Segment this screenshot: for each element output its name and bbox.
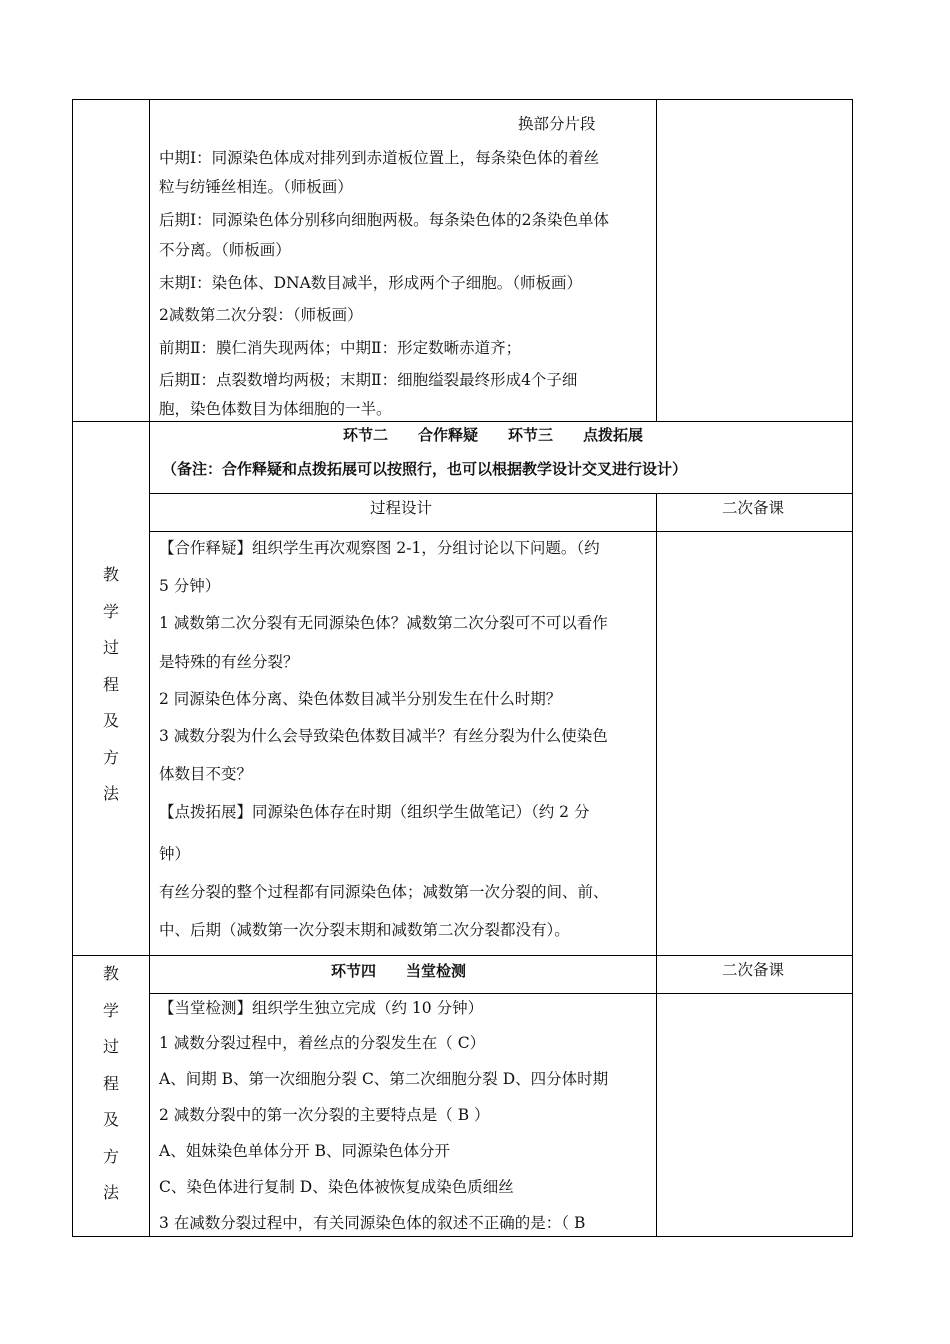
col-divider-right-2: [656, 493, 657, 955]
text-line: 5 分钟）: [159, 577, 221, 595]
text-line: 【合作释疑】组织学生再次观察图 2-1，分组讨论以下问题。（约: [159, 539, 600, 557]
table-border-top: [72, 99, 853, 100]
text-line: C、染色体进行复制 D、染色体被恢复成染色质细丝: [159, 1178, 514, 1196]
text-line: 3 减数分裂为什么会导致染色体数目减半？有丝分裂为什么使染色: [159, 727, 608, 745]
text-line: 中、后期（减数第一次分裂末期和减数第二次分裂都没有）。: [159, 921, 570, 939]
text-line: 【当堂检测】组织学生独立完成（约 10 分钟）: [159, 999, 484, 1017]
side-char: 教: [102, 565, 119, 584]
text-line: 后期Ⅰ：同源染色体分别移向细胞两极。每条染色体的2条染色单体: [159, 211, 609, 229]
column-header-second-prep: 二次备课: [722, 961, 785, 979]
row-divider-5: [149, 993, 853, 994]
text-line: 1 减数第二次分裂有无同源染色体？减数第二次分裂可不可以看作: [159, 614, 608, 632]
side-char: 过: [102, 1037, 119, 1056]
text-line: 2减数第二次分裂：（师板画）: [159, 306, 363, 324]
column-header-second-prep: 二次备课: [722, 499, 785, 517]
side-char: 学: [102, 1000, 119, 1020]
side-char: 法: [102, 1183, 119, 1202]
side-char: 及: [102, 1110, 119, 1129]
side-label-teaching-process: [72, 557, 150, 813]
side-label-teaching-process: [72, 956, 150, 1212]
text-line: 是特殊的有丝分裂？: [159, 653, 299, 671]
row-divider-3: [149, 531, 853, 532]
text-line: 胞，染色体数目为体细胞的一半。: [159, 400, 392, 418]
text-line: 不分离。（师板画）: [159, 241, 291, 259]
row-divider-4: [72, 955, 853, 956]
text-line: 换部分片段: [518, 115, 596, 133]
side-char: 及: [102, 711, 119, 730]
text-line: 有丝分裂的整个过程都有同源染色体；减数第一次分裂的间、前、: [159, 883, 609, 901]
text-line: 2 减数分裂中的第一次分裂的主要特点是（ B ）: [159, 1106, 490, 1124]
text-line: 钟）: [159, 845, 191, 863]
section-note: （备注：合作释疑和点拨拓展可以按照行，也可以根据教学设计交叉进行设计）: [162, 460, 688, 478]
side-char: 方: [102, 747, 119, 767]
text-line: A、间期 B、第一次细胞分裂 C、第二次细胞分裂 D、四分体时期: [159, 1070, 609, 1088]
col-divider-right-3: [656, 955, 657, 1237]
side-char: 教: [102, 964, 119, 983]
side-char: 法: [102, 784, 119, 803]
row-divider-1: [72, 421, 853, 422]
row-divider-2: [149, 493, 853, 494]
text-line: 末期Ⅰ：染色体、DNA数目减半，形成两个子细胞。（师板画）: [159, 274, 583, 292]
table-border-bottom: [72, 1236, 853, 1237]
section-header: 环节四 当堂检测: [331, 962, 467, 980]
text-line: A、姐妹染色单体分开 B、同源染色体分开: [159, 1142, 451, 1160]
text-line: 粒与纺锤丝相连。（师板画）: [159, 178, 353, 196]
side-char: 方: [102, 1146, 119, 1166]
section-header: 环节二 合作释疑 环节三 点拨拓展: [343, 426, 644, 444]
text-line: 1 减数分裂过程中，着丝点的分裂发生在（ C）: [159, 1034, 486, 1052]
col-divider-right-1: [656, 99, 657, 421]
side-char: 学: [102, 601, 119, 621]
column-header-process: 过程设计: [370, 499, 433, 517]
text-line: 后期Ⅱ：点裂数增均两极；末期Ⅱ：细胞缢裂最终形成4个子细: [159, 371, 578, 389]
text-line: 中期Ⅰ：同源染色体成对排列到赤道板位置上，每条染色体的着丝: [159, 149, 600, 167]
text-line: 【点拨拓展】同源染色体存在时期（组织学生做笔记）（约 2 分: [159, 803, 590, 821]
text-line: 3 在减数分裂过程中，有关同源染色体的叙述不正确的是：（ B: [159, 1214, 586, 1232]
side-char: 程: [102, 674, 119, 694]
side-char: 程: [102, 1073, 119, 1093]
text-line: 2 同源染色体分离、染色体数目减半分别发生在什么时期？: [159, 690, 562, 708]
table-border-right: [852, 99, 853, 1237]
text-line: 体数目不变？: [159, 765, 253, 783]
text-line: 前期Ⅱ：膜仁消失现两体；中期Ⅱ：形定数晰赤道齐；: [159, 339, 522, 357]
side-char: 过: [102, 638, 119, 657]
